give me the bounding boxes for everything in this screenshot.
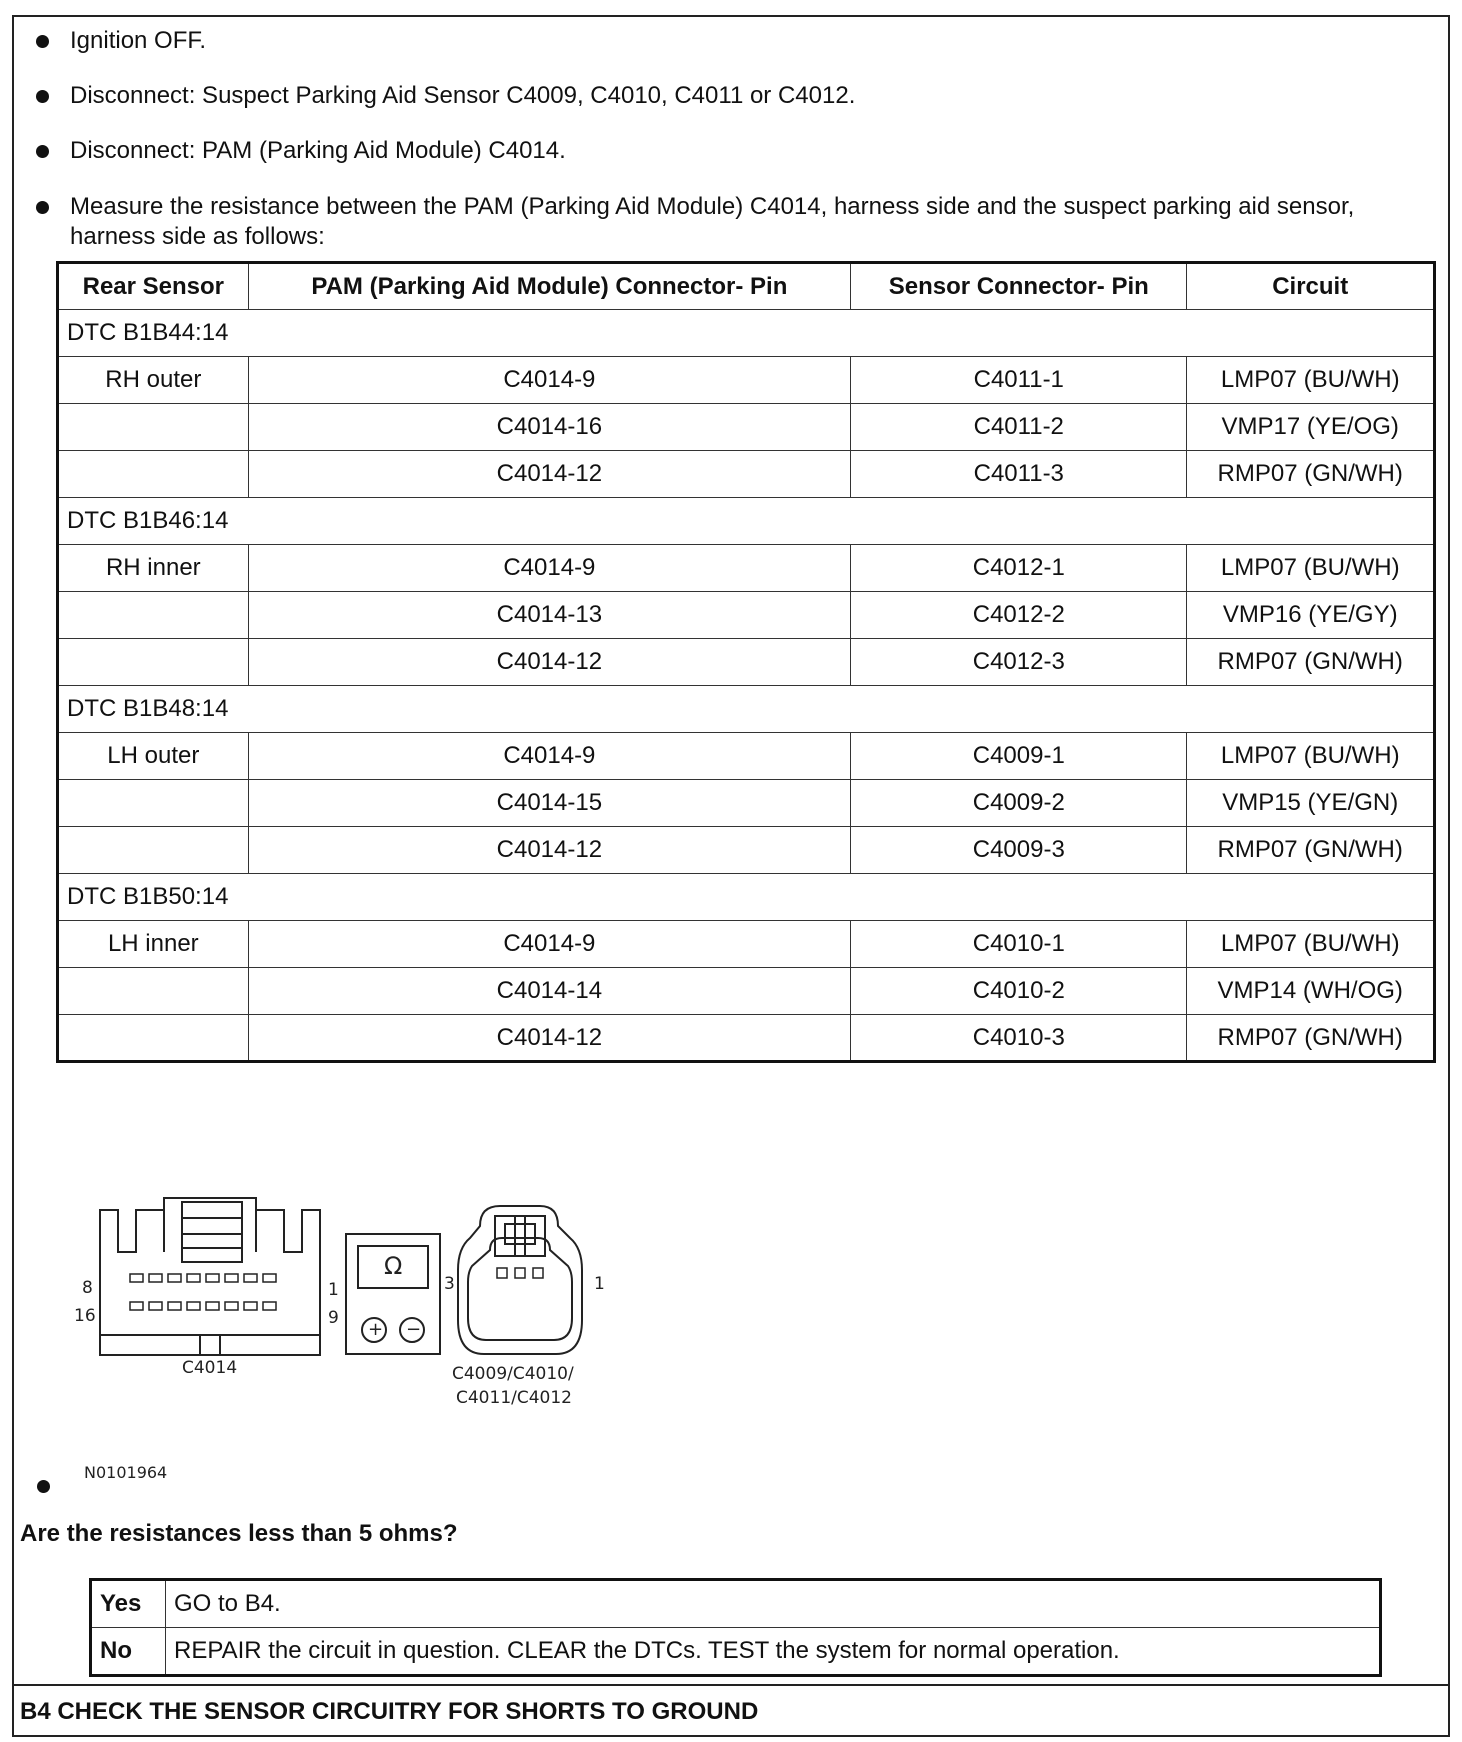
cell-circuit: RMP07 (GN/WH) [1187, 451, 1435, 498]
cell-pam-pin: C4014-14 [248, 968, 850, 1015]
cell-sensor-pin: C4010-2 [851, 968, 1187, 1015]
step-text: Disconnect: Suspect Parking Aid Sensor C4009, C4010, C4011 or C4012. [70, 82, 856, 109]
step-text: Disconnect: PAM (Parking Aid Module) C4014. [70, 137, 566, 164]
dtc-group-row [58, 686, 1435, 733]
sensor-pin-1-label: 1 [594, 1274, 605, 1294]
cell-pam-pin: C4014-12 [248, 451, 850, 498]
table-row [58, 733, 1435, 780]
cell-circuit: RMP07 (GN/WH) [1187, 639, 1435, 686]
cell-circuit: RMP07 (GN/WH) [1187, 1015, 1435, 1062]
answer-table [89, 1578, 1382, 1677]
cell-sensor-pin: C4009-2 [851, 780, 1187, 827]
cell-sensor: LH outer [58, 733, 249, 780]
pam-pin-1-label: 1 [328, 1280, 339, 1300]
bullet-dot [36, 201, 49, 214]
cell-sensor-pin: C4009-1 [851, 733, 1187, 780]
bullet-dot [36, 35, 49, 48]
pam-connector-icon [100, 1198, 320, 1355]
cell-sensor-pin: C4010-3 [851, 1015, 1187, 1062]
pam-pin-8-label: 8 [82, 1278, 93, 1298]
cell-pam-pin: C4014-12 [248, 639, 850, 686]
cell-pam-pin: C4014-13 [248, 592, 850, 639]
cell-sensor-pin: C4012-2 [851, 592, 1187, 639]
table-row [58, 639, 1435, 686]
answer-key: No [91, 1628, 166, 1676]
cell-pam-pin: C4014-15 [248, 780, 850, 827]
next-step-heading: B4 CHECK THE SENSOR CIRCUITRY FOR SHORTS TO GROUND [20, 1698, 759, 1725]
table-row [58, 780, 1435, 827]
cell-sensor-pin: C4012-1 [851, 545, 1187, 592]
cell-circuit: VMP17 (YE/OG) [1187, 404, 1435, 451]
dtc-code: DTC B1B44:14 [58, 310, 1435, 357]
ohm-symbol: Ω [384, 1252, 403, 1280]
cell-sensor [58, 404, 249, 451]
cell-sensor [58, 1015, 249, 1062]
table-row [58, 404, 1435, 451]
cell-pam-pin: C4014-9 [248, 357, 850, 404]
dtc-code: DTC B1B46:14 [58, 498, 1435, 545]
connector-diagram [60, 1190, 620, 1410]
dtc-code: DTC B1B50:14 [58, 874, 1435, 921]
answer-action: REPAIR the circuit in question. CLEAR the DTCs. TEST the system for normal operation. [166, 1628, 1381, 1676]
cell-sensor [58, 968, 249, 1015]
cell-pam-pin: C4014-12 [248, 1015, 850, 1062]
cell-sensor: RH inner [58, 545, 249, 592]
cell-sensor [58, 639, 249, 686]
cell-sensor [58, 451, 249, 498]
cell-sensor-pin: C4009-3 [851, 827, 1187, 874]
answer-action: GO to B4. [166, 1580, 1381, 1628]
cell-sensor: RH outer [58, 357, 249, 404]
cell-sensor-pin: C4011-2 [851, 404, 1187, 451]
bullet-dot [36, 90, 49, 103]
cell-circuit: VMP15 (YE/GN) [1187, 780, 1435, 827]
cell-pam-pin: C4014-12 [248, 827, 850, 874]
bullet-dot [36, 145, 49, 158]
meter-plus-icon: + [368, 1319, 384, 1340]
cell-circuit: VMP14 (WH/OG) [1187, 968, 1435, 1015]
pin-measurement-table [56, 261, 1436, 1063]
table-row [58, 968, 1435, 1015]
sensor-pin-3-label: 3 [444, 1274, 455, 1294]
table-header-row [58, 263, 1435, 310]
sensor-connector-label-2: C4011/C4012 [456, 1388, 572, 1408]
cell-circuit: LMP07 (BU/WH) [1187, 921, 1435, 968]
header-pam-connector-pin: PAM (Parking Aid Module) Connector- Pin [248, 263, 850, 310]
cell-sensor: LH inner [58, 921, 249, 968]
cell-sensor-pin: C4010-1 [851, 921, 1187, 968]
cell-pam-pin: C4014-16 [248, 404, 850, 451]
dtc-code: DTC B1B48:14 [58, 686, 1435, 733]
cell-sensor [58, 592, 249, 639]
figure-id: N0101964 [84, 1463, 168, 1482]
sensor-connector-label: C4009/C4010/ [452, 1364, 574, 1384]
cell-circuit: LMP07 (BU/WH) [1187, 545, 1435, 592]
table-row [58, 451, 1435, 498]
pam-pin-9-label: 9 [328, 1308, 339, 1328]
step-text: Measure the resistance between the PAM (Parking Aid Module) C4014, harness side and the suspect parking aid sensor, harness side as follows: [70, 193, 1355, 250]
dtc-group-row [58, 874, 1435, 921]
cell-circuit: LMP07 (BU/WH) [1187, 733, 1435, 780]
answer-row [91, 1580, 1381, 1628]
cell-pam-pin: C4014-9 [248, 733, 850, 780]
pam-pin-16-label: 16 [74, 1306, 96, 1326]
cell-sensor-pin: C4012-3 [851, 639, 1187, 686]
table-row [58, 545, 1435, 592]
table-row [58, 921, 1435, 968]
cell-sensor-pin: C4011-1 [851, 357, 1187, 404]
pam-connector-label: C4014 [182, 1358, 238, 1378]
sensor-connector-icon [458, 1206, 582, 1354]
header-circuit: Circuit [1187, 263, 1435, 310]
cell-sensor-pin: C4011-3 [851, 451, 1187, 498]
question-text: Are the resistances less than 5 ohms? [20, 1520, 458, 1547]
dtc-group-row [58, 498, 1435, 545]
cell-sensor [58, 780, 249, 827]
table-row [58, 592, 1435, 639]
meter-minus-icon: − [406, 1319, 422, 1340]
cell-circuit: RMP07 (GN/WH) [1187, 827, 1435, 874]
cell-circuit: VMP16 (YE/GY) [1187, 592, 1435, 639]
cell-pam-pin: C4014-9 [248, 921, 850, 968]
table-row [58, 357, 1435, 404]
header-sensor-connector-pin: Sensor Connector- Pin [851, 263, 1187, 310]
footer-divider [12, 1684, 1450, 1686]
table-row [58, 827, 1435, 874]
answer-row [91, 1628, 1381, 1676]
step-text: Ignition OFF. [70, 27, 207, 54]
cell-sensor [58, 827, 249, 874]
cell-pam-pin: C4014-9 [248, 545, 850, 592]
cell-circuit: LMP07 (BU/WH) [1187, 357, 1435, 404]
bullet-dot [37, 1480, 50, 1493]
header-rear-sensor: Rear Sensor [58, 263, 249, 310]
table-row [58, 1015, 1435, 1062]
dtc-group-row [58, 310, 1435, 357]
answer-key: Yes [91, 1580, 166, 1628]
